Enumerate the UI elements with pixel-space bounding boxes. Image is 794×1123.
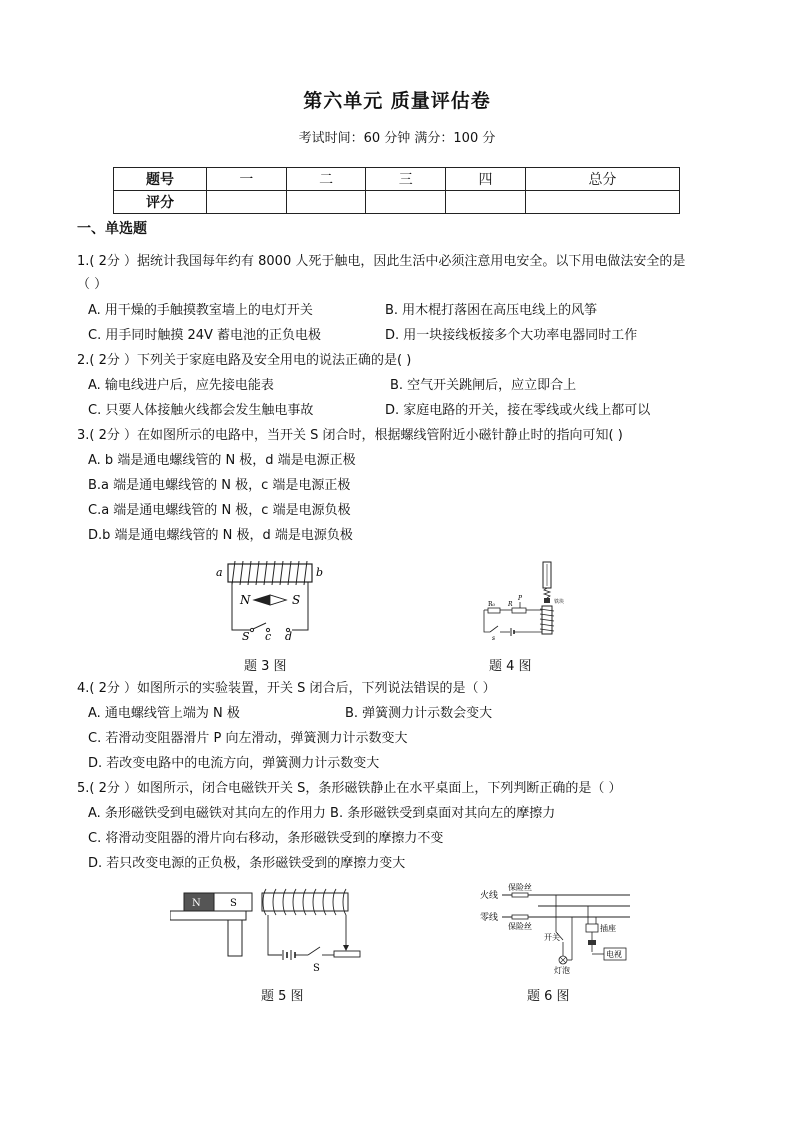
score-row-label: 评分 (114, 191, 207, 214)
figure-3-caption: 题 3 图 (244, 659, 287, 674)
fig4-label-s: s (492, 635, 496, 642)
fig3-label-a: a (216, 566, 223, 579)
score-table-score-row (114, 191, 680, 214)
score-cell-3 (366, 191, 446, 214)
fig4-label-iron: 铁块 (554, 599, 565, 605)
page-title: 第六单元 质量评估卷 (303, 90, 491, 112)
score-header-3: 三 (366, 168, 446, 191)
score-header-4: 四 (446, 168, 526, 191)
section-heading: 一、单选题 (77, 221, 147, 237)
fig3-needle-n: N (240, 593, 251, 607)
figure-5-electromagnet (170, 885, 370, 975)
score-header-1: 一 (207, 168, 287, 191)
q5-stem: 5.( 2分 ）如图所示，闭合电磁铁开关 S，条形磁铁静止在水平桌面上，下列判断正确的是（ ） (77, 781, 622, 796)
figure-5-caption: 题 5 图 (261, 989, 304, 1004)
q1-option-b: B. 用木棍打落困在高压电线上的风筝 (385, 303, 598, 318)
q4-option-a: A. 通电螺线管上端为 N 极 (88, 706, 240, 721)
q2-option-d: D. 家庭电路的开关，接在零线或火线上都可以 (385, 403, 651, 418)
fig5-magnet-n: N (192, 898, 201, 909)
score-header-2: 二 (286, 168, 366, 191)
score-table-header-row (114, 168, 680, 191)
fig4-label-p: P (518, 595, 523, 602)
figure-6-caption: 题 6 图 (527, 989, 570, 1004)
score-header-total: 总分 (525, 168, 679, 191)
score-table (113, 167, 680, 214)
q4-stem: 4.( 2分 ）如图所示的实验装置，开关 S 闭合后，下列说法错误的是（ ） (77, 681, 496, 696)
q1-option-c: C. 用手同时触摸 24V 蓄电池的正负电极 (88, 328, 322, 343)
fig6-label-tv: 电视 (606, 950, 622, 959)
fig6-label-neutral: 零线 (480, 913, 499, 923)
q1-stem-cont: （ ） (77, 277, 108, 292)
q5-option-d: D. 若只改变电源的正负极，条形磁铁受到的摩擦力变大 (88, 856, 406, 871)
q2-stem: 2.( 2分 ）下列关于家庭电路及安全用电的说法正确的是( ) (77, 353, 412, 368)
score-cell-2 (286, 191, 366, 214)
q3-option-d: D.b 端是通电螺线管的 N 极，d 端是电源负极 (88, 528, 353, 543)
fig5-magnet-s: S (230, 898, 237, 909)
q4-option-d: D. 若改变电路中的电流方向，弹簧测力计示数变大 (88, 756, 380, 771)
figure-4-spring-scale-circuit (480, 558, 580, 642)
q5-option-c: C. 将滑动变阻器的滑片向右移动，条形磁铁受到的摩擦力不变 (88, 831, 444, 846)
q2-option-b: B. 空气开关跳闸后，应立即合上 (390, 378, 577, 393)
q1-option-d: D. 用一块接线板接多个大功率电器同时工作 (385, 328, 638, 343)
fig6-label-fuse-neutral: 保险丝 (508, 922, 532, 931)
exam-info: 考试时间：60 分钟 满分：100 分 (298, 131, 496, 146)
q1-option-a: A. 用干燥的手触摸教室墙上的电灯开关 (88, 303, 313, 318)
fig5-switch-s: S (313, 963, 320, 974)
q4-option-c: C. 若滑动变阻器滑片 P 向左滑动，弹簧测力计示数变大 (88, 731, 408, 746)
fig6-label-lamp: 灯泡 (554, 966, 570, 974)
fig3-label-c: c (265, 630, 272, 642)
figure-6-household-circuit (480, 882, 640, 974)
q4-option-b: B. 弹簧测力计示数会变大 (345, 706, 493, 721)
q3-option-c: C.a 端是通电螺线管的 N 极，c 端是电源负极 (88, 503, 351, 518)
score-cell-total (525, 191, 679, 214)
fig6-label-switch: 开关 (544, 933, 560, 942)
q1-stem: 1.( 2分 ）据统计我国每年约有 8000 人死于触电，因此生活中必须注意用电安全。以下用电做法安全的是 (77, 254, 686, 269)
figure-4-caption: 题 4 图 (489, 659, 532, 674)
fig4-label-r: R (508, 601, 513, 608)
fig6-label-fuse-live: 保险丝 (508, 883, 532, 892)
figure-3-solenoid-circuit (210, 558, 330, 642)
fig3-needle-s: S (292, 593, 301, 607)
fig3-label-d: d (285, 630, 293, 642)
fig6-label-live: 火线 (480, 891, 499, 901)
fig3-label-b: b (316, 566, 324, 579)
q3-option-b: B.a 端是通电螺线管的 N 极，c 端是电源正极 (88, 478, 351, 493)
q3-option-a: A. b 端是通电螺线管的 N 极，d 端是电源正极 (88, 453, 356, 468)
q5-option-ab: A. 条形磁铁受到电磁铁对其向左的作用力 B. 条形磁铁受到桌面对其向左的摩擦力 (88, 806, 556, 821)
q2-option-a: A. 输电线进户后，应先接电能表 (88, 378, 274, 393)
score-cell-1 (207, 191, 287, 214)
q3-stem: 3.( 2分 ）在如图所示的电路中，当开关 S 闭合时，根据螺线管附近小磁针静止时的指向可知( ) (77, 428, 623, 443)
fig6-label-socket: 插座 (600, 924, 616, 933)
q2-option-c: C. 只要人体接触火线都会发生触电事故 (88, 403, 314, 418)
score-header-label: 题号 (114, 168, 207, 191)
score-cell-4 (446, 191, 526, 214)
fig3-switch-s: S (242, 630, 250, 642)
fig4-label-r0: R₀ (488, 601, 495, 608)
